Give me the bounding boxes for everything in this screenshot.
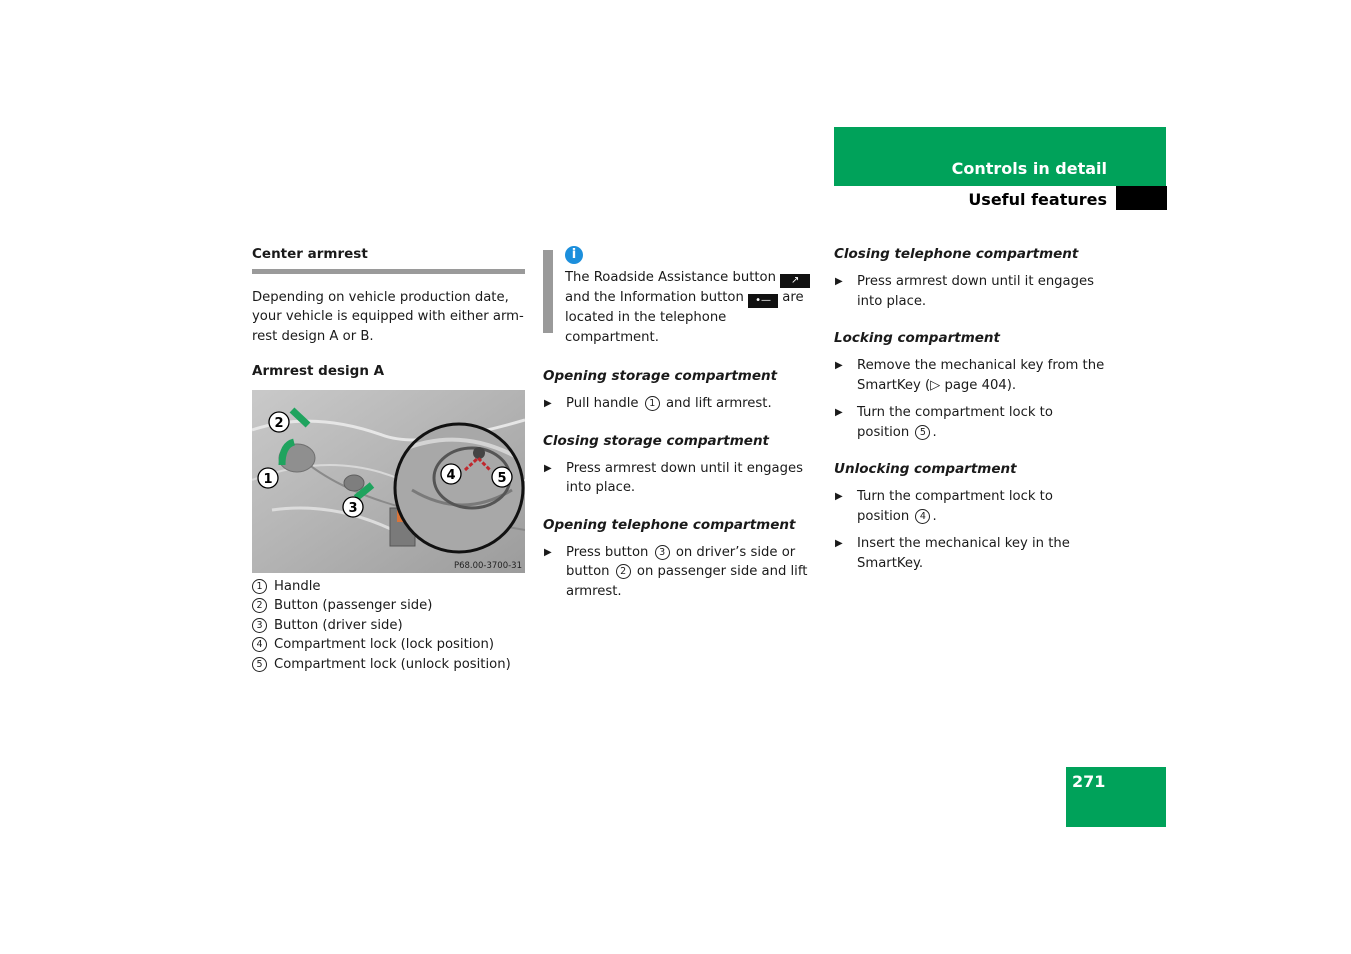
bullet-arrow-icon: ▶ <box>835 491 843 502</box>
figure-code: P68.00-3700-31 <box>453 560 522 571</box>
armrest-figure <box>252 390 525 573</box>
info-text-3: are located in the telephone compartment. <box>565 290 804 345</box>
subheading: Unlocking compartment <box>834 461 1017 477</box>
design-heading: Armrest design A <box>252 363 385 379</box>
step-item: ▶ Turn the compartment lock to position 5 . <box>835 405 1053 440</box>
legend-item: 1 Handle <box>252 577 525 597</box>
info-text-2: and the Information button <box>565 290 744 305</box>
step-item: ▶ Insert the mechanical key in the SmartKey. <box>835 536 1070 571</box>
subheading: Opening telephone compartment <box>543 516 796 533</box>
callout-3: 3 <box>348 500 358 516</box>
subheading: Locking compartment <box>834 330 1000 346</box>
section-title: Center armrest <box>252 245 525 274</box>
subheading: Closing storage compartment <box>543 432 770 449</box>
locking-compartment-block <box>834 329 1109 442</box>
page-number: 271 <box>1072 772 1106 791</box>
step-item: ▶ Press armrest down until it engages into place. <box>835 274 1094 309</box>
step-item: ▶ Press button 3 on driver’s side or button 2 on passenger side and lift armrest. <box>544 544 808 599</box>
closing-storage-block <box>543 432 823 498</box>
step-item: ▶ Press armrest down until it engages into place. <box>544 460 803 495</box>
callout-5: 5 <box>497 470 507 486</box>
callout-4: 4 <box>446 467 456 483</box>
column-3 <box>834 245 1109 591</box>
bullet-arrow-icon: ▶ <box>835 360 843 371</box>
column-2 <box>543 245 823 619</box>
legend-item: 2 Button (passenger side) <box>252 596 525 616</box>
info-text-1: The Roadside Assistance button <box>565 270 776 285</box>
header-tab-marker <box>1116 186 1167 210</box>
bullet-arrow-icon: ▶ <box>835 538 843 549</box>
step-item: ▶ Remove the mechanical key from the SmartKey (▷ page 404). <box>835 358 1105 393</box>
column-1 <box>252 245 525 674</box>
roadside-assistance-icon: ↗ <box>780 274 810 288</box>
bullet-arrow-icon: ▶ <box>835 407 843 418</box>
intro-text: Depending on vehicle production date, your vehicle is equipped with either arm-rest design A or B. <box>252 289 524 344</box>
legend-item: 3 Button (driver side) <box>252 616 525 636</box>
subheading: Closing telephone compartment <box>834 246 1079 262</box>
bullet-arrow-icon: ▶ <box>544 546 552 558</box>
unlocking-compartment-block <box>834 460 1109 573</box>
step-item: ▶ Pull handle 1 and lift armrest. <box>543 394 823 414</box>
callout-2: 2 <box>274 415 284 431</box>
callout-1: 1 <box>263 471 273 487</box>
step-item: ▶ Turn the compartment lock to position 4 . <box>835 489 1053 524</box>
info-bar <box>543 250 553 333</box>
legend-item: 5 Compartment lock (unlock position) <box>252 655 525 675</box>
bullet-arrow-icon: ▶ <box>544 398 552 409</box>
figure-legend <box>252 577 525 675</box>
bullet-arrow-icon: ▶ <box>544 462 552 474</box>
chapter-title: Controls in detail <box>951 159 1107 178</box>
opening-telephone-block <box>543 516 823 602</box>
closing-telephone-block <box>834 245 1109 311</box>
info-icon: i <box>565 246 583 264</box>
armrest-illustration <box>252 390 525 573</box>
section-subtitle: Useful features <box>968 190 1107 209</box>
information-button-icon: •— <box>748 294 778 308</box>
info-note <box>543 245 823 347</box>
opening-storage-block <box>543 367 823 414</box>
legend-item: 4 Compartment lock (lock position) <box>252 635 525 655</box>
bullet-arrow-icon: ▶ <box>835 276 843 287</box>
subheading: Opening storage compartment <box>543 368 778 384</box>
